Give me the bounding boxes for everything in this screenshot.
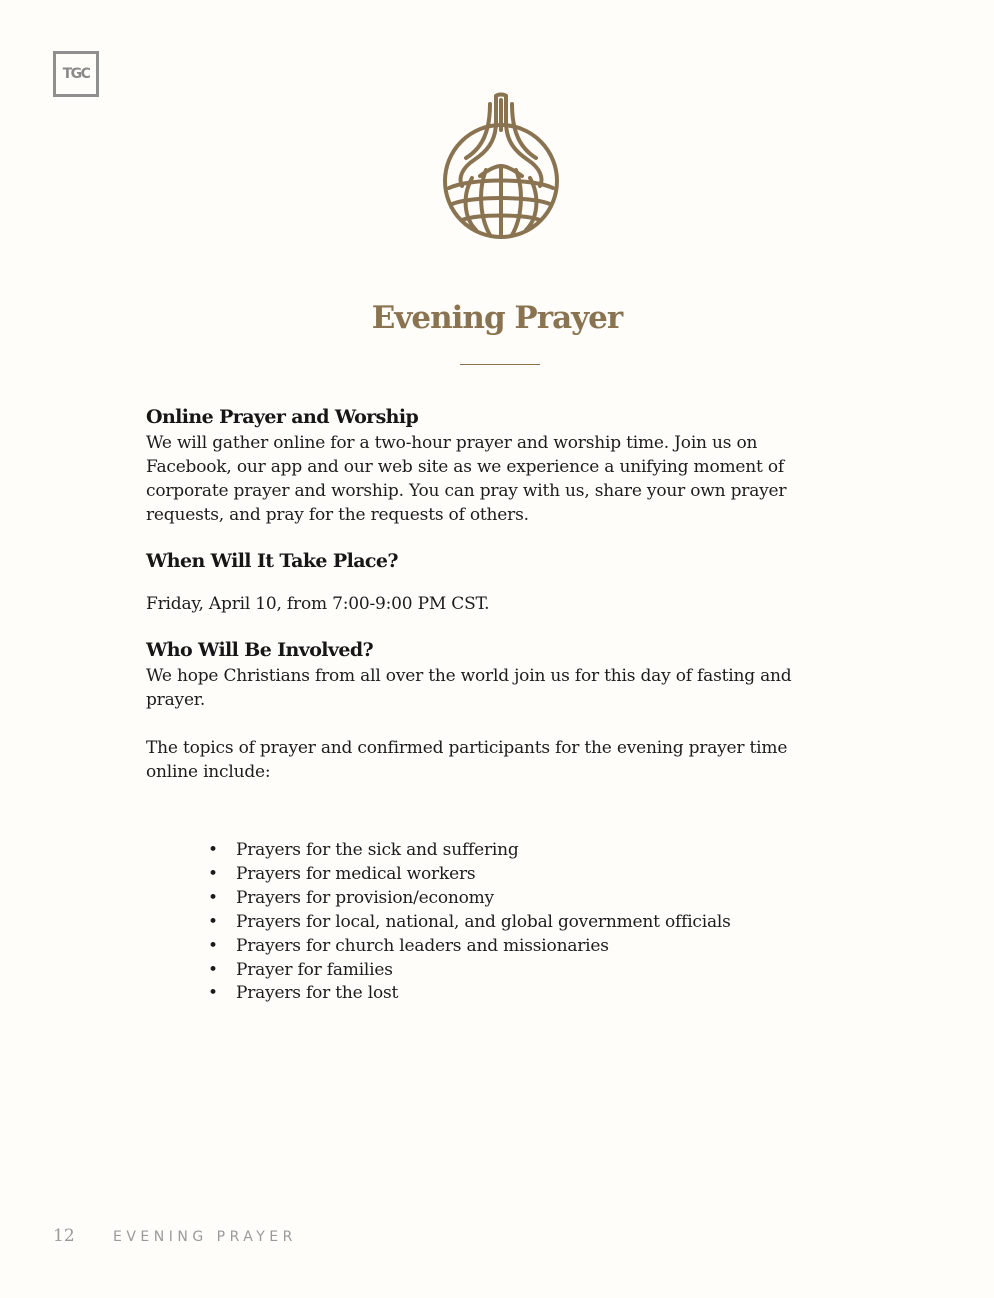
prayer-topics-list <box>208 839 828 1006</box>
main-content <box>146 403 816 784</box>
list-item: • Prayers for the lost <box>208 983 399 1004</box>
section-body-when: Friday, April 10, from 7:00-9:00 PM CST. <box>146 594 490 614</box>
section-body-topics-intro: The topics of prayer and confirmed participants for the evening prayer time online include: <box>146 738 788 782</box>
section-heading-online: Online Prayer and Worship <box>146 406 419 428</box>
section-body-online: We will gather online for a two-hour prayer and worship time. Join us on Facebook, our app and our web site as we experience a unifying moment of corporate prayer and worship. You can pray with us, share your own prayer requests, and pray for the requests of others. <box>146 433 787 525</box>
list-item: • Prayers for medical workers <box>208 863 476 884</box>
list-item: • Prayers for provision/economy <box>208 887 494 908</box>
section-body-who: We hope Christians from all over the world join us for this day of fasting and prayer. <box>146 666 792 710</box>
title-divider <box>460 364 540 365</box>
list-item: • Prayers for local, national, and global government officials <box>208 911 731 932</box>
section-heading-when: When Will It Take Place? <box>146 550 398 572</box>
tgc-logo: TGC <box>53 51 99 97</box>
footer-section-label: EVENING PRAYER <box>113 1229 297 1245</box>
list-item: • Prayers for the sick and suffering <box>208 840 519 860</box>
section-heading-who: Who Will Be Involved? <box>146 639 374 661</box>
page-title: Evening Prayer <box>371 300 623 336</box>
list-item: • Prayers for church leaders and missionaries <box>208 935 609 956</box>
praying-hands-globe-icon <box>440 92 562 242</box>
page-number: 12 <box>53 1226 75 1246</box>
list-item: • Prayer for families <box>208 959 393 980</box>
